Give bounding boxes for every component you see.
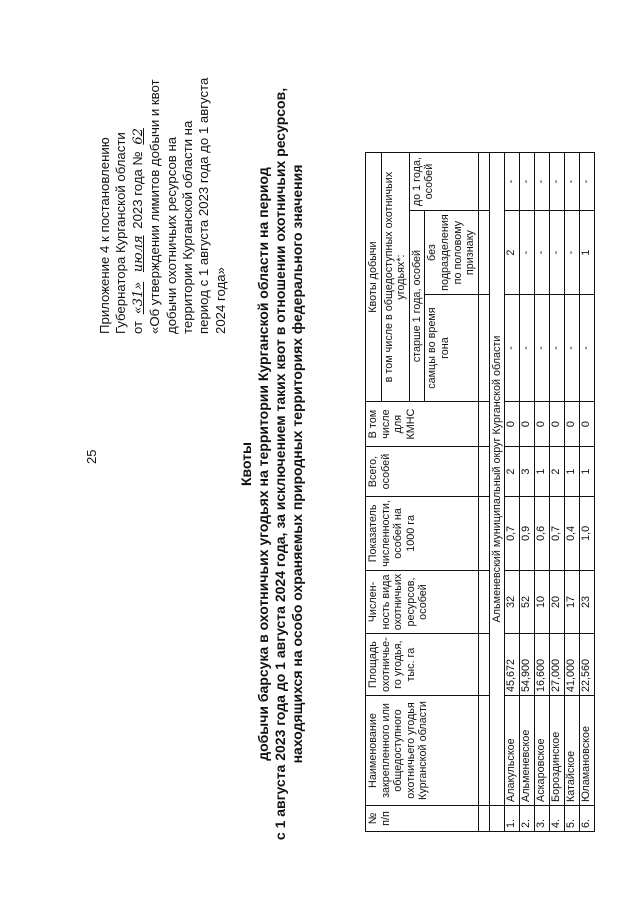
cell-dens: 0,9 (520, 497, 535, 571)
cell-kmns: 0 (505, 402, 520, 447)
cell-total: 2 (550, 447, 565, 497)
cell-area: 16,600 (535, 634, 550, 696)
cell-kmns: 0 (520, 402, 535, 447)
cell-n: 2. (520, 806, 535, 832)
appendix-line: период с 1 августа 2023 года до 1 августа (196, 77, 212, 334)
cell-total: 2 (505, 447, 520, 497)
cell-under1: - (520, 153, 535, 211)
header-row (366, 153, 382, 832)
handwritten-day: «31» (130, 281, 146, 315)
cell-females: - (550, 295, 565, 402)
col-header-kmns: В том числе для КМНС (366, 402, 479, 447)
cell-females: - (580, 295, 595, 402)
cell-n: 6. (580, 806, 595, 832)
cell-dens: 0,6 (535, 497, 550, 571)
cell-females: - (520, 295, 535, 402)
title-line: Квоты (238, 442, 254, 486)
col-header-quotas: Квоты добычи (366, 153, 382, 402)
table-row (565, 153, 580, 832)
table-row (505, 153, 520, 832)
cell-name: Бороздинское (550, 696, 565, 806)
appendix-line: «Об утверждении лимитов добычи и квот (147, 79, 163, 334)
cell-females: - (505, 295, 520, 402)
cell-dens: 0,4 (565, 497, 580, 571)
handwritten-month: июля (130, 235, 146, 273)
cell-kmns: 0 (565, 402, 580, 447)
quota-table (365, 152, 595, 832)
cell-name: Аскаровское (535, 696, 550, 806)
cell-kmns: 0 (550, 402, 565, 447)
cell-name: Альменевское (520, 696, 535, 806)
cell-kmns: 0 (580, 402, 595, 447)
cell-name: Алакульское (505, 696, 520, 806)
title-line: находящихся на особо охраняемых природных территориях федерального значения (289, 164, 305, 764)
cell-nosex: - (565, 211, 580, 295)
col-header-population: Числен-ность вида охотничьих ресурсов, особей (366, 570, 479, 634)
appendix-line: территории Курганской области на (180, 120, 196, 334)
title-line: добычи барсука в охотничьих угодьях на территории Курганской области на период (255, 167, 271, 761)
cell-n: 1. (505, 806, 520, 832)
appendix-block (97, 34, 229, 334)
table-row (550, 153, 565, 832)
col-header-density: Показатель численности, особей на 1000 га (366, 497, 479, 571)
cell-nosex: - (520, 211, 535, 295)
col-header-females: самцы во время гона (425, 295, 478, 402)
col-header-area: Площадь охотничье-го угодья, тыс. га (366, 634, 479, 696)
cell-nosex: - (550, 211, 565, 295)
page-number: 25 (84, 449, 99, 464)
cell-n: 4. (550, 806, 565, 832)
table-row (520, 153, 535, 832)
col-header-nosex: без подразделения по половому признаку (425, 211, 478, 295)
col-header-public-group: в том числе в общедоступных охотничьих угодьях*: (381, 153, 409, 402)
table-row (535, 153, 550, 832)
cell-under1: - (550, 153, 565, 211)
cell-under1: - (535, 153, 550, 211)
cell-pop: 20 (550, 570, 565, 634)
cell-females: - (535, 295, 550, 402)
cell-area: 22,560 (580, 634, 595, 696)
cell-area: 27,000 (550, 634, 565, 696)
appendix-line: добычи охотничьих ресурсов на (163, 136, 179, 334)
cell-dens: 0,7 (505, 497, 520, 571)
cell-area: 45,672 (505, 634, 520, 696)
title-line: с 1 августа 2023 года до 1 августа 2024 года, за исключением таких квот в отношении охотничьих ресурсов, (272, 87, 288, 841)
spacer-row (478, 153, 489, 832)
cell-nosex: - (535, 211, 550, 295)
cell-total: 1 (580, 447, 595, 497)
section-title: Альменевский муниципальный округ Курганской области (489, 153, 505, 806)
table-body (505, 153, 595, 832)
cell-n: 3. (535, 806, 550, 832)
document-title (238, 84, 306, 844)
cell-nosex: 2 (505, 211, 520, 295)
col-header-name: Наименование закрепленного или общедоступного охотничьего угодья Курганской области (366, 696, 479, 806)
col-header-under1: до 1 года, особей (409, 153, 478, 211)
cell-females: - (565, 295, 580, 402)
appendix-from: от (129, 320, 145, 334)
cell-pop: 10 (535, 570, 550, 634)
section-row (489, 153, 505, 832)
cell-pop: 23 (580, 570, 595, 634)
cell-area: 41,000 (565, 634, 580, 696)
cell-nosex: 1 (580, 211, 595, 295)
cell-n: 5. (565, 806, 580, 832)
cell-total: 1 (535, 447, 550, 497)
cell-under1: - (565, 153, 580, 211)
cell-total: 1 (565, 447, 580, 497)
appendix-line: Губернатора Курганской области (113, 132, 129, 334)
cell-pop: 17 (565, 570, 580, 634)
cell-pop: 32 (505, 570, 520, 634)
cell-pop: 52 (520, 570, 535, 634)
appendix-line: Приложение 4 к постановлению (97, 137, 112, 334)
appendix-line: 2024 года» (212, 267, 228, 334)
cell-dens: 0,7 (550, 497, 565, 571)
appendix-year-no: 2023 года № (129, 151, 145, 229)
cell-under1: - (505, 153, 520, 211)
table-row (580, 153, 595, 832)
cell-kmns: 0 (535, 402, 550, 447)
cell-area: 54,900 (520, 634, 535, 696)
cell-dens: 1,0 (580, 497, 595, 571)
col-header-total: Всего, особей (366, 447, 479, 497)
cell-name: Юламановское (580, 696, 595, 806)
cell-under1: - (580, 153, 595, 211)
col-header-num: № п/п (366, 806, 479, 832)
appendix-date-line (130, 34, 147, 334)
cell-total: 3 (520, 447, 535, 497)
col-header-older: старше 1 года, особей (409, 211, 425, 402)
cell-name: Катайское (565, 696, 580, 806)
handwritten-number: 62 (130, 128, 146, 145)
